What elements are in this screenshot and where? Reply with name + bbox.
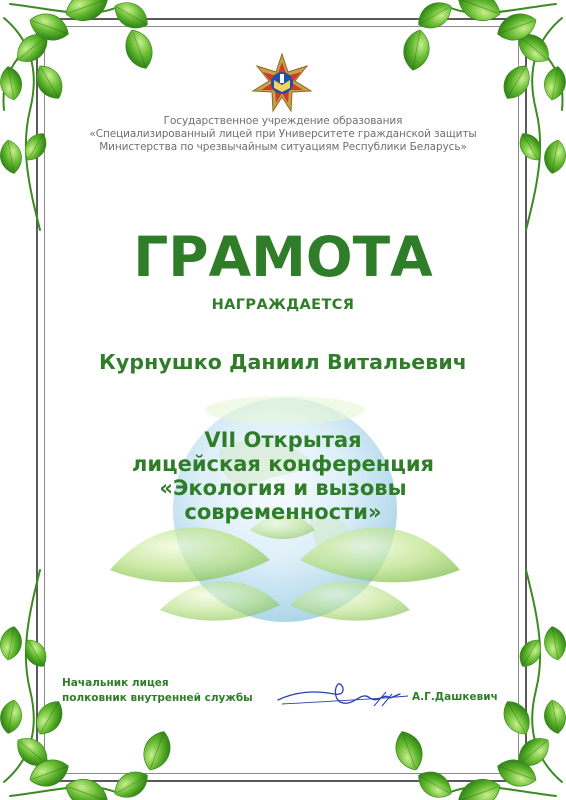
event-line-1: VII Открытая [204, 428, 362, 452]
organization-header [50, 115, 516, 154]
signatory-position-line-1: Начальник лицея [62, 677, 169, 689]
event-line-4: современности» [184, 500, 382, 524]
signatory-name: А.Г.Дашкевич [412, 691, 498, 703]
organization-line-3: Министерства по чрезвычайным ситуациям Республики Беларусь» [99, 141, 467, 153]
event-line-3: «Экология и вызовы [159, 476, 407, 500]
signatory-position [62, 676, 253, 706]
event-title [90, 428, 476, 524]
recipient-name: Курнушко Даниил Витальевич [99, 350, 467, 374]
star-emblem-icon [251, 52, 313, 114]
signatory-position-line-2: полковник внутренней службы [62, 692, 253, 704]
organization-line-2: «Специализированный лицей при Университете гражданской защиты [89, 128, 477, 140]
awarded-label: НАГРАЖДАЕТСЯ [211, 297, 355, 313]
organization-line-1: Государственное учреждение образования [163, 115, 403, 127]
handwritten-signature [274, 678, 414, 712]
event-line-2: лицейская конференция [131, 452, 435, 476]
certificate-title: ГРАМОТА [133, 225, 433, 289]
